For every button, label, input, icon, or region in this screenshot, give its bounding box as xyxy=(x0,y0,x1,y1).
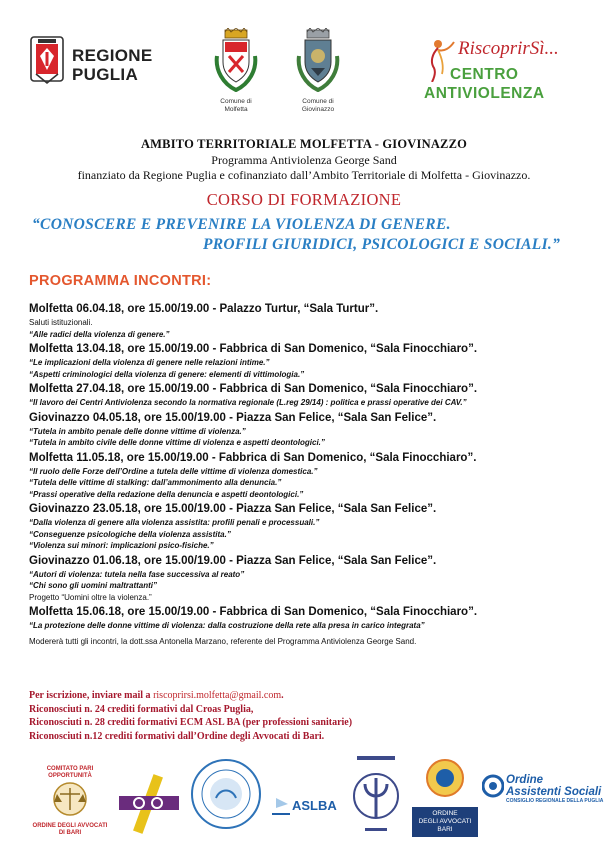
molfetta-caption-line2: Molfetta xyxy=(224,106,248,113)
event-5 xyxy=(29,451,589,501)
event-header: Molfetta 15.06.18, ore 15.00/19.00 - Fabbrica di San Domenico, “Sala Finocchiaro”. xyxy=(29,606,478,618)
event-topic: “Violenza sui minori: implicazioni psico-fisiche.” xyxy=(29,541,214,550)
cpo-bottom-text: ORDINE DEGLI AVVOCATI DI BARI xyxy=(32,823,108,836)
avvocati-emblem-icon xyxy=(425,758,465,798)
event-topic: “Il lavoro dei Centri Antiviolenza secondo la normativa regionale (L.reg 29/14) : politica e prassi operative dei CAV.” xyxy=(29,398,467,407)
event-1 xyxy=(29,302,589,340)
avvocati-line1: ORDINE xyxy=(432,810,458,817)
event-header: Molfetta 13.04.18, ore 15.00/19.00 - Fabbrica di San Domenico, “Sala Finocchiaro”. xyxy=(29,343,478,355)
event-header: Giovinazzo 23.05.18, ore 15.00/19.00 - Piazza San Felice, “Sala San Felice”. xyxy=(29,503,437,515)
finanziato-line: finanziato da Regione Puglia e cofinanziato dall’Ambito Territoriale di Molfetta - Giovinazzo. xyxy=(77,168,531,182)
registration-notes xyxy=(29,689,589,743)
giovinazzo-caption-line1: Comune di xyxy=(302,98,334,105)
event-topic: “Prassi operative della redazione della denuncia e aspetti deontologici.” xyxy=(29,489,304,499)
regione-line: REGIONE xyxy=(72,46,153,65)
event-header: Giovinazzo 04.05.18, ore 15.00/19.00 - Piazza San Felice, “Sala San Felice”. xyxy=(29,411,437,424)
avvocati-line2: DEGLI AVVOCATI xyxy=(418,818,472,825)
antiviolenza-wordmark: ANTIVIOLENZA xyxy=(424,85,545,102)
gender-symbols-icon xyxy=(117,774,181,834)
regione-puglia-logo xyxy=(30,34,153,94)
gender-equality-logo xyxy=(117,774,181,839)
avvocati-label xyxy=(412,807,478,837)
psicologi-logo xyxy=(345,756,407,839)
course-subtitle-line2: PROFILI GIURIDICI, PSICOLOGICI E SOCIALI.” xyxy=(203,236,561,253)
event-7 xyxy=(29,554,589,604)
registration-email-link[interactable]: riscoprirsi.molfetta@gmail.com xyxy=(153,690,282,701)
cpo-top-text: COMITATO PARI OPPORTUNITÀ xyxy=(46,766,94,779)
giovinazzo-coat-of-arms-icon xyxy=(293,28,343,92)
assistenti-line3: CONSIGLIO REGIONALE DELLA PUGLIA xyxy=(506,798,604,804)
programme-list xyxy=(29,302,589,648)
credits-line: Riconosciuti n. 24 crediti formativi dal Croas Puglia, xyxy=(29,703,254,715)
event-8 xyxy=(29,605,589,632)
event-2 xyxy=(29,342,589,380)
puglia-line: PUGLIA xyxy=(72,65,139,84)
scales-emblem-icon xyxy=(30,780,110,818)
cpo-logo xyxy=(30,766,110,837)
partner-logos xyxy=(0,752,608,842)
moderator-note: Modererà tutti gli incontri, la dott.ssa Antonella Marzano, referente del Programma Antiviolenza George Sand. xyxy=(29,636,417,646)
event-topic: “Tutela delle vittime di stalking: dall’ammonimento alla denuncia.” xyxy=(29,478,282,487)
credits-line: Riconosciuti n.12 crediti formativi dall’Ordine degli Avvocati di Bari. xyxy=(29,730,325,742)
event-3 xyxy=(29,382,589,409)
assistenti-wordmark xyxy=(506,774,603,804)
registration-prefix: Per iscrizione, inviare mail a xyxy=(29,690,154,701)
event-6 xyxy=(29,502,589,552)
psi-symbol-icon xyxy=(345,756,407,834)
event-topic: “Le implicazioni della violenza di genere nelle relazioni intime.” xyxy=(29,358,270,367)
assistenti-line2: Assistenti Sociali xyxy=(506,786,602,798)
regione-puglia-wordmark xyxy=(72,46,153,84)
asl-ba-logo xyxy=(270,790,340,820)
assistenti-sociali-emblem-icon xyxy=(482,774,504,804)
programma-line: Programma Antiviolenza George Sand xyxy=(211,153,397,167)
regione-puglia-shield-icon xyxy=(30,36,64,88)
event-topic: “Alle radici della violenza di genere.” xyxy=(29,329,170,339)
event-topic: “La protezione delle donne vittime di violenza: dalla costruzione della rete alla presa in carico integrata” xyxy=(29,621,425,630)
event-topic: “Aspetti criminologici della violenza di genere: elementi di vittimologia.” xyxy=(29,369,305,379)
event-topic: “Tutela in ambito civile delle donne vittime di violenza e aspetti deontologici.” xyxy=(29,438,325,447)
ordine-avvocati-bari-logo xyxy=(412,758,478,837)
molfetta-coat-of-arms-icon xyxy=(211,28,261,92)
event-note: Progetto “Uomini oltre la violenza.” xyxy=(29,592,152,602)
ordine-assistenti-sociali-logo xyxy=(482,772,606,812)
event-topic: “Tutela in ambito penale delle donne vittime di violenza.” xyxy=(29,426,246,436)
comune-molfetta-logo xyxy=(201,28,271,114)
centro-antiviolenza-logo xyxy=(418,36,588,108)
corso-title: CORSO DI FORMAZIONE xyxy=(206,190,402,209)
event-topic: “Dalla violenza di genere alla violenza assistita: profili penali e processuali.” xyxy=(29,518,320,527)
giovinazzo-caption-line2: Giovinazzo xyxy=(301,106,335,113)
event-topic: “Autori di violenza: tutela nella fase successiva al reato” xyxy=(29,569,245,579)
course-subtitle-line1: “CONOSCERE E PREVENIRE LA VIOLENZA DI GENERE. xyxy=(32,216,451,233)
event-header: Molfetta 27.04.18, ore 15.00/19.00 - Fabbrica di San Domenico, “Sala Finocchiaro”. xyxy=(29,383,478,395)
event-topic: “Conseguenze psicologiche della violenza assistita.” xyxy=(29,529,231,539)
registration-suffix: . xyxy=(281,690,284,701)
comune-giovinazzo-logo xyxy=(283,28,353,114)
assistenti-line1: Ordine xyxy=(506,774,544,786)
molfetta-caption-line1: Comune di xyxy=(220,98,252,105)
ambito-heading: AMBITO TERRITORIALE MOLFETTA - GIOVINAZZO xyxy=(140,137,468,151)
event-note: Saluti istituzionali. xyxy=(29,318,93,327)
event-topic: “Il ruolo delle Forze dell’Ordine a tutela delle vittime di violenza domestica.” xyxy=(29,466,318,476)
round-seal-icon xyxy=(190,758,262,830)
credits-line: Riconosciuti n. 28 crediti formativi ECM ASL BA (per professioni sanitarie) xyxy=(29,717,353,728)
event-header: Molfetta 06.04.18, ore 15.00/19.00 - Palazzo Turtur, “Sala Turtur”. xyxy=(29,303,379,315)
event-header: Giovinazzo 01.06.18, ore 15.00/19.00 - Piazza San Felice, “Sala San Felice”. xyxy=(29,554,437,567)
asl-flag-icon xyxy=(270,790,292,816)
centro-wordmark: CENTRO xyxy=(450,66,519,83)
event-header: Molfetta 11.05.18, ore 15.00/19.00 - Fabbrica di San Domenico, “Sala Finocchiaro”. xyxy=(29,451,477,464)
university-seal-logo xyxy=(190,758,262,835)
event-4 xyxy=(29,411,589,449)
avvocati-line3: BARI xyxy=(437,826,453,833)
event-topic: “Chi sono gli uomini maltrattanti” xyxy=(29,581,157,590)
registration-line xyxy=(29,689,589,703)
asl-ba-wordmark: ASLBA xyxy=(292,798,337,813)
programma-incontri-title: PROGRAMMA INCONTRI: xyxy=(29,273,212,289)
riscoprirsi-brand: RiscoprirSì... xyxy=(458,38,559,59)
